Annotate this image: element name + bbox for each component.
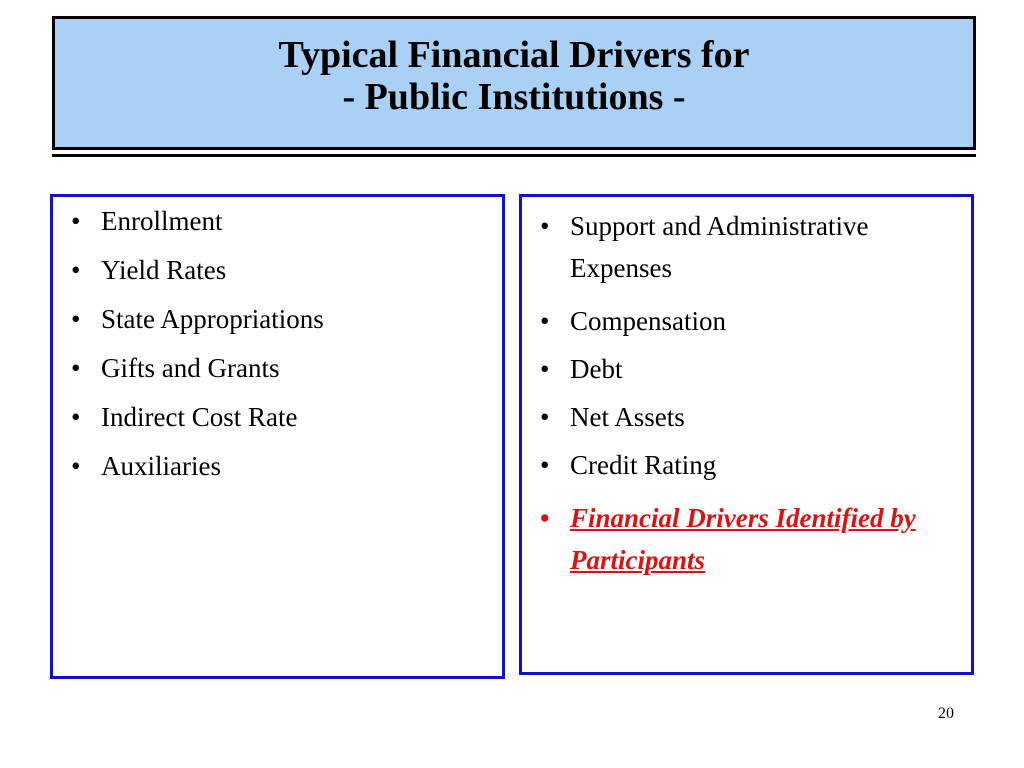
bullet-icon: • [540,450,550,480]
bullet-icon: • [71,402,81,432]
left-bullet-list [63,205,494,499]
bullet-icon: • [71,304,81,334]
list-item-label: Financial Drivers Identified by Participants [570,503,916,575]
list-item [532,353,963,385]
page-number: 20 [938,705,954,722]
bullet-icon: • [540,354,550,384]
list-item [532,305,963,337]
list-item [532,401,963,433]
list-item [63,205,494,237]
list-item-label: Credit Rating [570,450,717,480]
list-item-label: Indirect Cost Rate [101,402,298,432]
list-item-label: Gifts and Grants [101,353,280,383]
list-item-label: Compensation [570,306,726,336]
bullet-icon: • [540,306,550,336]
slide-title-line-1: Typical Financial Drivers for [278,34,750,76]
bullet-icon: • [71,206,81,236]
title-divider [52,147,976,157]
list-item-label: State Appropriations [101,304,324,334]
list-item-label: Yield Rates [101,255,227,285]
bullet-icon: • [540,402,550,432]
list-item [63,450,494,482]
right-bullet-box [519,194,974,675]
bullet-icon: • [540,503,550,533]
list-item-label: Debt [570,354,623,384]
slide-title-line-2: - Public Institutions - [342,76,686,118]
list-item-label: Net Assets [570,402,685,432]
list-item [63,254,494,286]
slide-title [52,34,976,118]
list-item [63,401,494,433]
bullet-icon: • [71,451,81,481]
left-bullet-box [50,194,505,679]
highlighted-list-item [532,497,963,581]
list-item [63,352,494,384]
list-item [532,449,963,481]
bullet-icon: • [540,211,550,241]
bullet-icon: • [71,255,81,285]
list-item [532,205,963,289]
list-item-label: Auxiliaries [101,451,221,481]
list-item-label: Enrollment [101,206,223,236]
list-item [63,303,494,335]
right-bullet-list [532,205,963,597]
list-item-label: Support and Administrative Expenses [570,211,869,283]
bullet-icon: • [71,353,81,383]
